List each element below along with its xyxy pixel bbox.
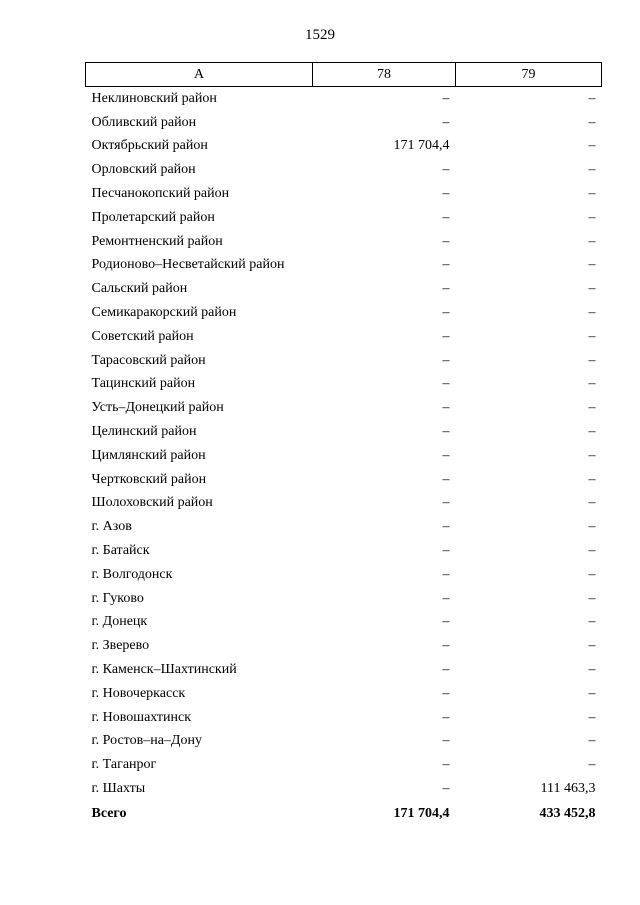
row-value-78-cell: – <box>442 328 450 344</box>
row-name-cell: Ремонтненский район <box>91 233 223 249</box>
row-value-78-cell: – <box>442 566 450 582</box>
row-name-cell: Целинский район <box>91 424 197 440</box>
table-row <box>86 634 602 658</box>
row-value-78-cell: – <box>442 733 450 749</box>
row-value-78-cell: – <box>442 114 450 130</box>
row-name-cell: Шолоховский район <box>91 495 213 511</box>
table-row <box>86 135 602 159</box>
table-body <box>86 87 602 827</box>
table-row <box>86 301 602 325</box>
table-row <box>86 87 602 111</box>
row-value-79-cell: – <box>588 638 596 654</box>
row-value-79-cell: – <box>588 590 596 606</box>
row-value-79-cell: – <box>588 400 596 416</box>
row-name-cell: Орловский район <box>91 162 196 178</box>
row-value-79-cell: – <box>588 305 596 321</box>
total-value-78-cell: 171 704,4 <box>393 805 450 821</box>
row-value-78-cell: – <box>442 519 450 535</box>
budget-table <box>85 62 602 827</box>
row-value-79-cell: – <box>588 281 596 297</box>
row-name-cell: г. Волгодонск <box>91 566 173 582</box>
row-name-cell: Неклиновский район <box>91 90 217 106</box>
row-value-79-cell: – <box>588 685 596 701</box>
row-value-79-cell: – <box>588 257 596 273</box>
row-value-78-cell: – <box>442 638 450 654</box>
row-value-78-cell: – <box>442 233 450 249</box>
table-row <box>86 444 602 468</box>
row-name-cell: г. Ростов–на–Дону <box>91 733 202 749</box>
row-name-cell: г. Шахты <box>91 781 146 796</box>
row-value-79-cell: 111 463,3 <box>540 781 596 796</box>
row-name-cell: Обливский район <box>91 114 197 130</box>
row-value-79-cell: – <box>588 138 596 154</box>
row-value-78-cell: – <box>442 376 450 392</box>
row-value-78-cell: – <box>442 781 450 796</box>
row-value-78-cell: – <box>442 471 450 487</box>
row-name-cell: г. Таганрог <box>91 757 157 773</box>
row-value-79-cell: – <box>588 471 596 487</box>
table-row <box>86 587 602 611</box>
row-value-79-cell: – <box>588 495 596 511</box>
table-row <box>86 682 602 706</box>
table-row <box>86 539 602 563</box>
row-value-79-cell: – <box>588 543 596 559</box>
row-value-79-cell: – <box>588 757 596 773</box>
row-name-cell: г. Донецк <box>91 614 148 630</box>
row-value-78-cell: – <box>442 305 450 321</box>
row-value-79-cell: – <box>588 709 596 725</box>
row-value-78-cell: – <box>442 590 450 606</box>
table-row <box>86 420 602 444</box>
table-row <box>86 658 602 682</box>
table-row <box>86 230 602 254</box>
table-row <box>86 563 602 587</box>
row-value-79-cell: – <box>588 424 596 440</box>
table-row <box>86 468 602 492</box>
row-name-cell: Цимлянский район <box>91 447 206 463</box>
row-name-cell: г. Батайск <box>91 543 150 559</box>
row-value-79-cell: – <box>588 114 596 130</box>
row-value-79-cell: – <box>588 90 596 106</box>
row-name-cell: Сальский район <box>91 281 188 297</box>
row-name-cell: Песчанокопский район <box>91 186 230 202</box>
row-value-79-cell: – <box>588 209 596 225</box>
row-name-cell: г. Зверево <box>91 638 150 654</box>
header-row <box>86 63 602 87</box>
table-row <box>86 373 602 397</box>
row-name-cell: Тацинский район <box>91 376 196 392</box>
row-value-79-cell: – <box>588 328 596 344</box>
row-name-cell: г. Новошахтинск <box>91 709 192 725</box>
table-row <box>86 396 602 420</box>
row-value-78-cell: – <box>442 424 450 440</box>
row-name-cell: г. Каменск–Шахтинский <box>91 662 237 678</box>
row-name-cell: г. Гуково <box>91 590 144 606</box>
row-value-78-cell: – <box>442 543 450 559</box>
page-number: 1529 <box>305 27 335 43</box>
row-value-78-cell: – <box>442 447 450 463</box>
row-value-78-cell: – <box>442 162 450 178</box>
table-row <box>86 515 602 539</box>
row-value-79-cell: – <box>588 614 596 630</box>
table-row <box>86 706 602 730</box>
table-row <box>86 777 602 801</box>
row-value-79-cell: – <box>588 352 596 368</box>
row-name-cell: Пролетарский район <box>91 209 215 225</box>
row-value-79-cell: – <box>588 447 596 463</box>
header-cell-78: 78 <box>313 63 456 87</box>
row-value-78-cell: – <box>442 495 450 511</box>
table-row <box>86 158 602 182</box>
table-row <box>86 611 602 635</box>
header-cell-a: А <box>86 63 313 87</box>
row-value-79-cell: – <box>588 733 596 749</box>
total-value-79-cell: 433 452,8 <box>539 805 596 821</box>
row-value-78-cell: – <box>442 614 450 630</box>
header-cell-79: 79 <box>456 63 602 87</box>
row-value-78-cell: – <box>442 281 450 297</box>
row-value-78-cell: – <box>442 186 450 202</box>
table-row <box>86 730 602 754</box>
row-value-79-cell: – <box>588 519 596 535</box>
table-row <box>86 182 602 206</box>
table-header <box>86 63 602 87</box>
row-name-cell: Советский район <box>91 328 194 344</box>
row-value-78-cell: – <box>442 662 450 678</box>
row-value-79-cell: – <box>588 233 596 249</box>
row-value-79-cell: – <box>588 566 596 582</box>
row-value-78-cell: – <box>442 400 450 416</box>
row-name-cell: г. Азов <box>91 519 132 535</box>
table-row <box>86 111 602 135</box>
row-name-cell: Семикаракорский район <box>91 305 237 321</box>
row-name-cell: Родионово–Несветайский район <box>91 257 285 273</box>
row-value-79-cell: – <box>588 376 596 392</box>
row-name-cell: г. Новочеркасск <box>91 685 186 701</box>
row-value-78-cell: 171 704,4 <box>393 138 450 154</box>
row-value-78-cell: – <box>442 90 450 106</box>
row-name-cell: Усть–Донецкий район <box>91 400 224 416</box>
total-label-cell: Всего <box>91 805 127 821</box>
row-value-78-cell: – <box>442 757 450 773</box>
row-value-78-cell: – <box>442 209 450 225</box>
row-value-79-cell: – <box>588 662 596 678</box>
row-value-78-cell: – <box>442 257 450 273</box>
table-row <box>86 206 602 230</box>
row-value-78-cell: – <box>442 709 450 725</box>
table-row <box>86 277 602 301</box>
table-row <box>86 753 602 777</box>
row-value-79-cell: – <box>588 162 596 178</box>
row-value-79-cell: – <box>588 186 596 202</box>
table-row <box>86 492 602 516</box>
row-value-78-cell: – <box>442 352 450 368</box>
table-row <box>86 325 602 349</box>
table-row <box>86 254 602 278</box>
table-row <box>86 349 602 373</box>
total-row <box>86 801 602 827</box>
row-name-cell: Октябрьский район <box>91 138 208 154</box>
row-name-cell: Чертковский район <box>91 471 207 487</box>
row-value-78-cell: – <box>442 685 450 701</box>
row-name-cell: Тарасовский район <box>91 352 206 368</box>
